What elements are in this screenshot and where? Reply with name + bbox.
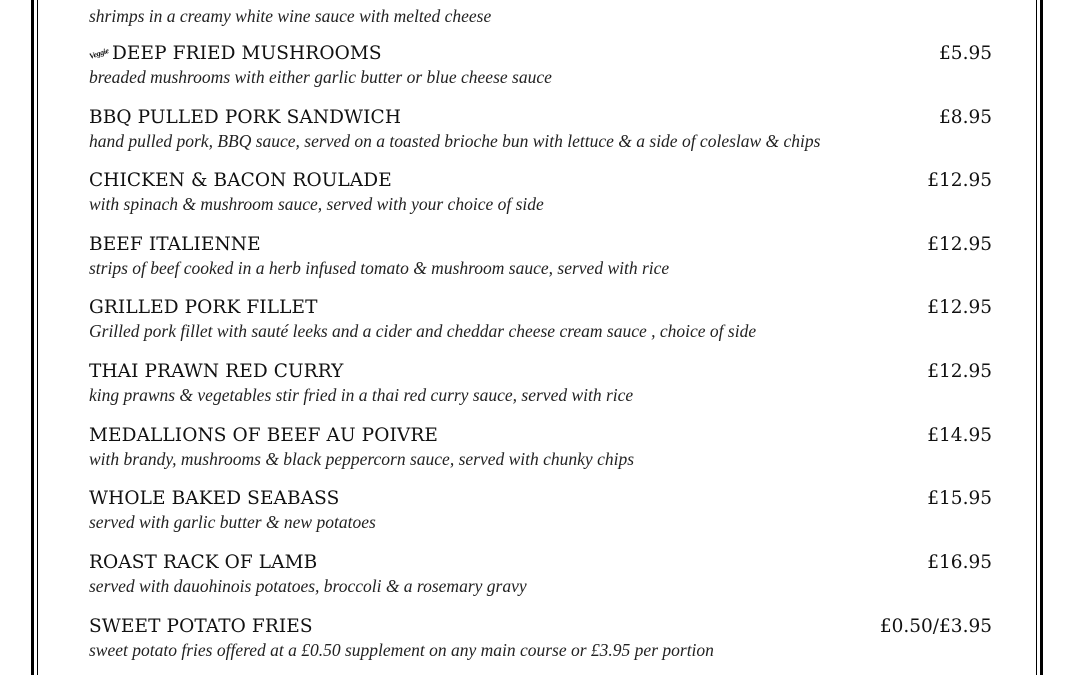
menu-item-price: £14.95 — [927, 425, 992, 446]
menu-item-price: £5.95 — [939, 43, 992, 64]
menu-item-header — [89, 43, 992, 69]
menu-item-price: £12.95 — [927, 361, 992, 382]
menu-item-description: with spinach & mushroom sauce, served with your choice of side — [89, 194, 544, 214]
menu-item-deep-fried-mushrooms — [89, 43, 992, 103]
menu-item-bbq-pulled-pork-sandwich — [89, 107, 992, 167]
menu-item-header — [89, 170, 992, 196]
menu-item-header — [89, 234, 992, 260]
menu-item-description: king prawns & vegetables stir fried in a thai red curry sauce, served with rice — [89, 385, 634, 405]
menu-item-description: strips of beef cooked in a herb infused tomato & mushroom sauce, served with rice — [89, 258, 670, 278]
menu-item-price: £0.50/£3.95 — [879, 616, 992, 637]
menu-item-description: Grilled pork fillet with sauté leeks and a cider and cheddar cheese cream sauce , choice of side — [89, 321, 757, 341]
menu-item-price: £12.95 — [927, 297, 992, 318]
menu-item-price: £16.95 — [927, 552, 992, 573]
menu-item-description: served with garlic butter & new potatoes — [89, 512, 376, 532]
menu-item-shrimp — [89, 0, 992, 42]
menu-item-description: with brandy, mushrooms & black peppercorn sauce, served with chunky chips — [89, 449, 635, 469]
menu-item-sweet-potato-fries — [89, 616, 992, 675]
menu-item-name: CHICKEN & BACON ROULADE — [89, 170, 392, 191]
menu-item-description: sweet potato fries offered at a £0.50 supplement on any main course or £3.95 per portion — [89, 640, 714, 660]
menu-item-name: GRILLED PORK FILLET — [89, 297, 318, 318]
menu-item-price: £12.95 — [927, 234, 992, 255]
menu-item-medallions-of-beef — [89, 425, 992, 485]
menu-item-thai-prawn-red-curry — [89, 361, 992, 421]
menu-item-name: WHOLE BAKED SEABASS — [89, 488, 340, 509]
menu-item-grilled-pork-fillet — [89, 297, 992, 357]
menu-item-name: Veggie DEEP FRIED MUSHROOMS — [88, 43, 382, 64]
menu-item-description: served with dauohinois potatoes, broccoli & a rosemary gravy — [89, 576, 527, 596]
menu-item-chicken-bacon-roulade — [89, 170, 992, 230]
menu-item-description: shrimps in a creamy white wine sauce with melted cheese — [89, 6, 492, 26]
menu-item-name: SWEET POTATO FRIES — [89, 616, 313, 637]
menu-item-price: £15.95 — [927, 488, 992, 509]
menu-item-name: THAI PRAWN RED CURRY — [89, 361, 344, 382]
menu-item-header — [89, 616, 992, 642]
menu-item-name: ROAST RACK OF LAMB — [89, 552, 318, 573]
menu-item-name: BBQ PULLED PORK SANDWICH — [89, 107, 402, 128]
menu-item-header — [89, 552, 992, 578]
menu-item-header — [89, 297, 992, 323]
menu-item-description: hand pulled pork, BBQ sauce, served on a toasted brioche bun with lettuce & a side of coleslaw & chips — [89, 131, 821, 151]
veggie-badge: Veggie — [88, 46, 110, 61]
menu-item-header — [89, 107, 992, 133]
menu-item-name: MEDALLIONS OF BEEF AU POIVRE — [89, 425, 438, 446]
menu-item-name: BEEF ITALIENNE — [89, 234, 261, 255]
menu-item-description: breaded mushrooms with either garlic butter or blue cheese sauce — [89, 67, 552, 87]
menu-item-roast-rack-of-lamb — [89, 552, 992, 612]
menu-item-header — [89, 425, 992, 451]
menu-item-header — [89, 488, 992, 514]
menu-item-whole-baked-seabass — [89, 488, 992, 548]
menu-item-beef-italienne — [89, 234, 992, 294]
menu-item-header — [89, 361, 992, 387]
menu-item-price: £12.95 — [927, 170, 992, 191]
menu-item-price: £8.95 — [939, 107, 992, 128]
